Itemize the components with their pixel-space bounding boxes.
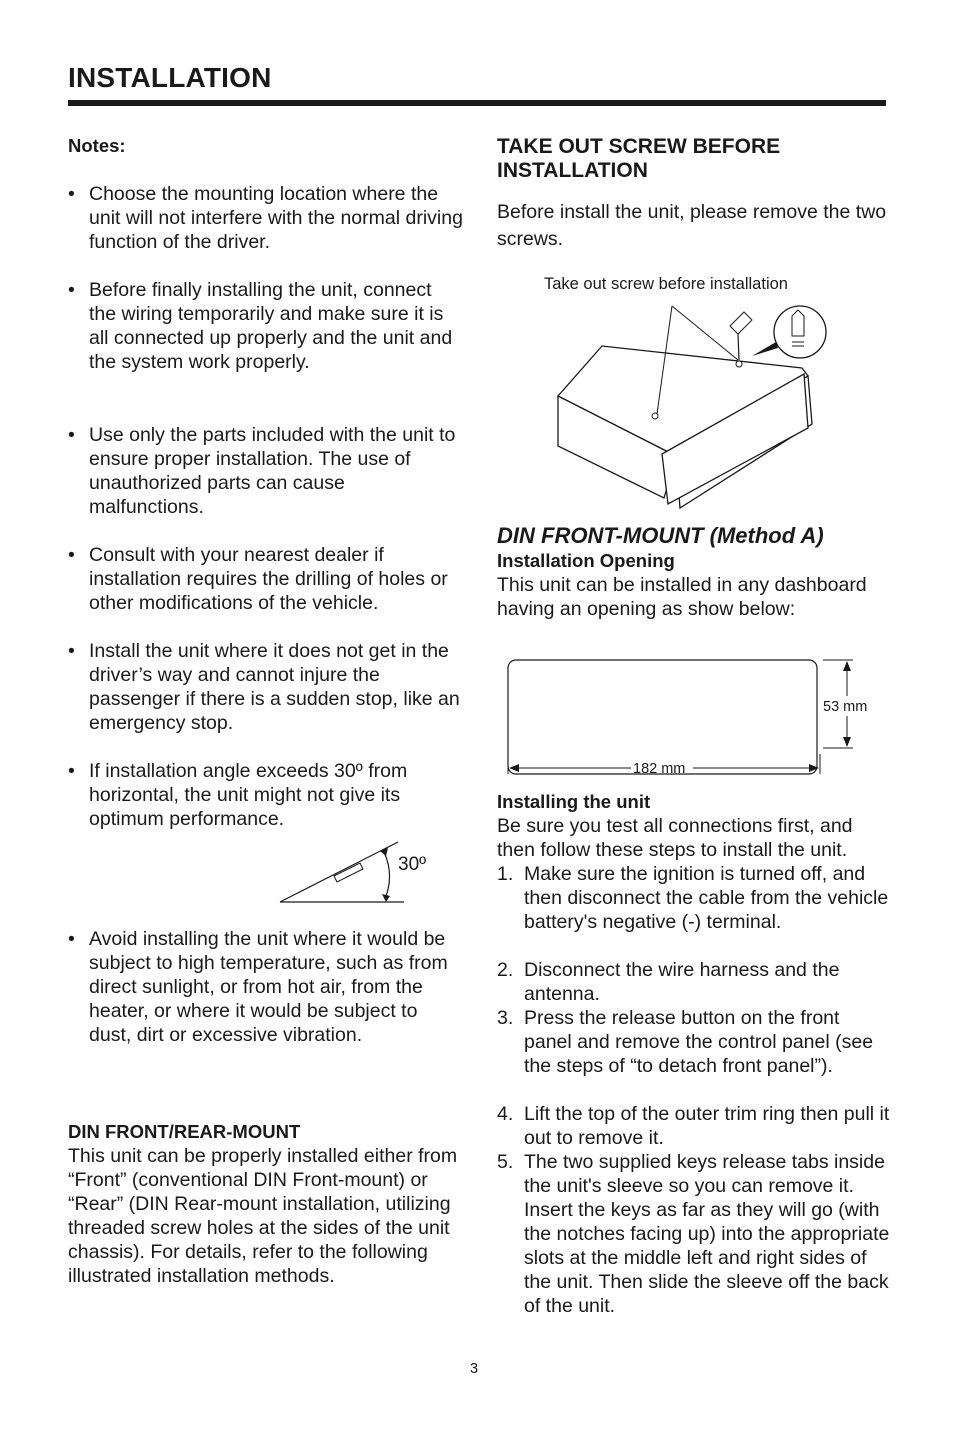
detail-pointer [752,342,778,356]
note-bullet-2 [68,278,463,374]
step-number: 2. [497,959,514,981]
screw-2-icon [736,361,742,367]
note-text: Before finally installing the unit, connect the wiring temporarily and make sure it is all connected up properly and the unit and the system work properly. [89,279,453,373]
opening-rectangle [508,660,817,774]
screw-caption: Take out screw before installation [544,275,788,293]
note-bullet-3 [68,423,463,519]
screw-text: Before install the unit, please remove the two screws. [497,201,887,250]
bullet-dot: • [68,640,75,662]
step-2 [497,958,892,1006]
arrow-down-icon [843,737,851,747]
bullet-dot: • [68,424,75,446]
note-text: Avoid installing the unit where it would be subject to high temperature, such as from direct sunlight, or from hot air, from the heater, or where it would be subject to dust, dirt or excessive vibration. [89,928,448,1046]
opening-heading: Installation Opening [497,550,675,571]
step-5 [497,1150,892,1318]
step-number: 5. [497,1151,514,1173]
screw-heading: TAKE OUT SCREW BEFORE INSTALLATION [497,135,781,182]
screw-detail-icon [792,310,804,336]
page-title: INSTALLATION [68,62,272,93]
arrow-head-bottom [382,894,390,902]
note-text: Install the unit where it does not get in the driver’s way and cannot injure the passenger if there is a sudden stop, like an emergency stop. [89,640,460,734]
step-4 [497,1102,892,1150]
screw-1-icon [652,413,658,419]
installing-intro: Be sure you test all connections first, and then follow these steps to install the unit. [497,815,853,861]
note-text: Choose the mounting location where the unit will not interfere with the normal driving function of the driver. [89,183,463,253]
opening-text: This unit can be installed in any dashboard having an opening as show below: [497,574,867,620]
note-bullet-7 [68,927,463,1047]
step-text: Disconnect the wire harness and the antenna. [524,959,840,1005]
leader-line-2 [672,306,738,360]
width-label: 182 mm [633,761,686,777]
note-bullet-6 [68,759,463,831]
step-text: Make sure the ignition is turned off, and then disconnect the cable from the vehicle battery's negative (-) terminal. [524,863,889,933]
title-rule [68,100,886,106]
din-heading: DIN FRONT/REAR-MOUNT [68,1121,301,1142]
notes-heading: Notes: [68,135,126,156]
step-1 [497,862,892,934]
bullet-dot: • [68,928,75,950]
bullet-dot: • [68,183,75,205]
note-text: Use only the parts included with the unit to ensure proper installation. The use of unauthorized parts can cause malfunctions. [89,424,456,518]
bullet-dot: • [68,544,75,566]
din-text: This unit can be properly installed either from “Front” (conventional DIN Front-mount) or “Rear” (DIN Rear-mount installation, utilizing threaded screw holes at the sides of the unit chassis). For details, refer to the following illustrated installation methods. [68,1145,458,1287]
step-number: 4. [497,1103,514,1125]
installing-heading: Installing the unit [497,791,651,812]
angle-arc [384,852,390,896]
arrow-up-icon [843,661,851,671]
screwdriver-shaft [738,334,739,360]
opening-dimension-diagram [497,652,887,780]
angle-label: 30º [398,854,427,875]
step-text: The two supplied keys release tabs inside the unit's sleeve so you can remove it. Insert the keys as far as they will go (with the notches facing up) into the appropriate slots at the middle left and right sides of the unit. Then slide the sleeve off the back of the unit. [524,1151,890,1317]
bullet-dot: • [68,760,75,782]
note-bullet-5 [68,639,463,735]
step-3 [497,1006,892,1078]
step-text: Press the release button on the front panel and remove the control panel (see the steps of “to detach front panel”). [524,1007,874,1077]
page-number: 3 [470,1361,479,1377]
note-text: Consult with your nearest dealer if installation requires the drilling of holes or other modifications of the vehicle. [89,544,448,614]
note-text: If installation angle exceeds 30º from horizontal, the unit might not give its optimum performance. [89,760,408,830]
method-heading: DIN FRONT-MOUNT (Method A) [497,523,824,548]
note-bullet-4 [68,543,463,615]
height-label: 53 mm [823,699,868,715]
step-number: 1. [497,863,514,885]
unit-screw-illustration [552,296,842,516]
screwdriver-icon [730,312,752,334]
step-number: 3. [497,1007,514,1029]
step-text: Lift the top of the outer trim ring then pull it out to remove it. [524,1103,890,1149]
angle-diagram [274,838,474,908]
note-bullet-1 [68,182,463,254]
bullet-dot: • [68,279,75,301]
